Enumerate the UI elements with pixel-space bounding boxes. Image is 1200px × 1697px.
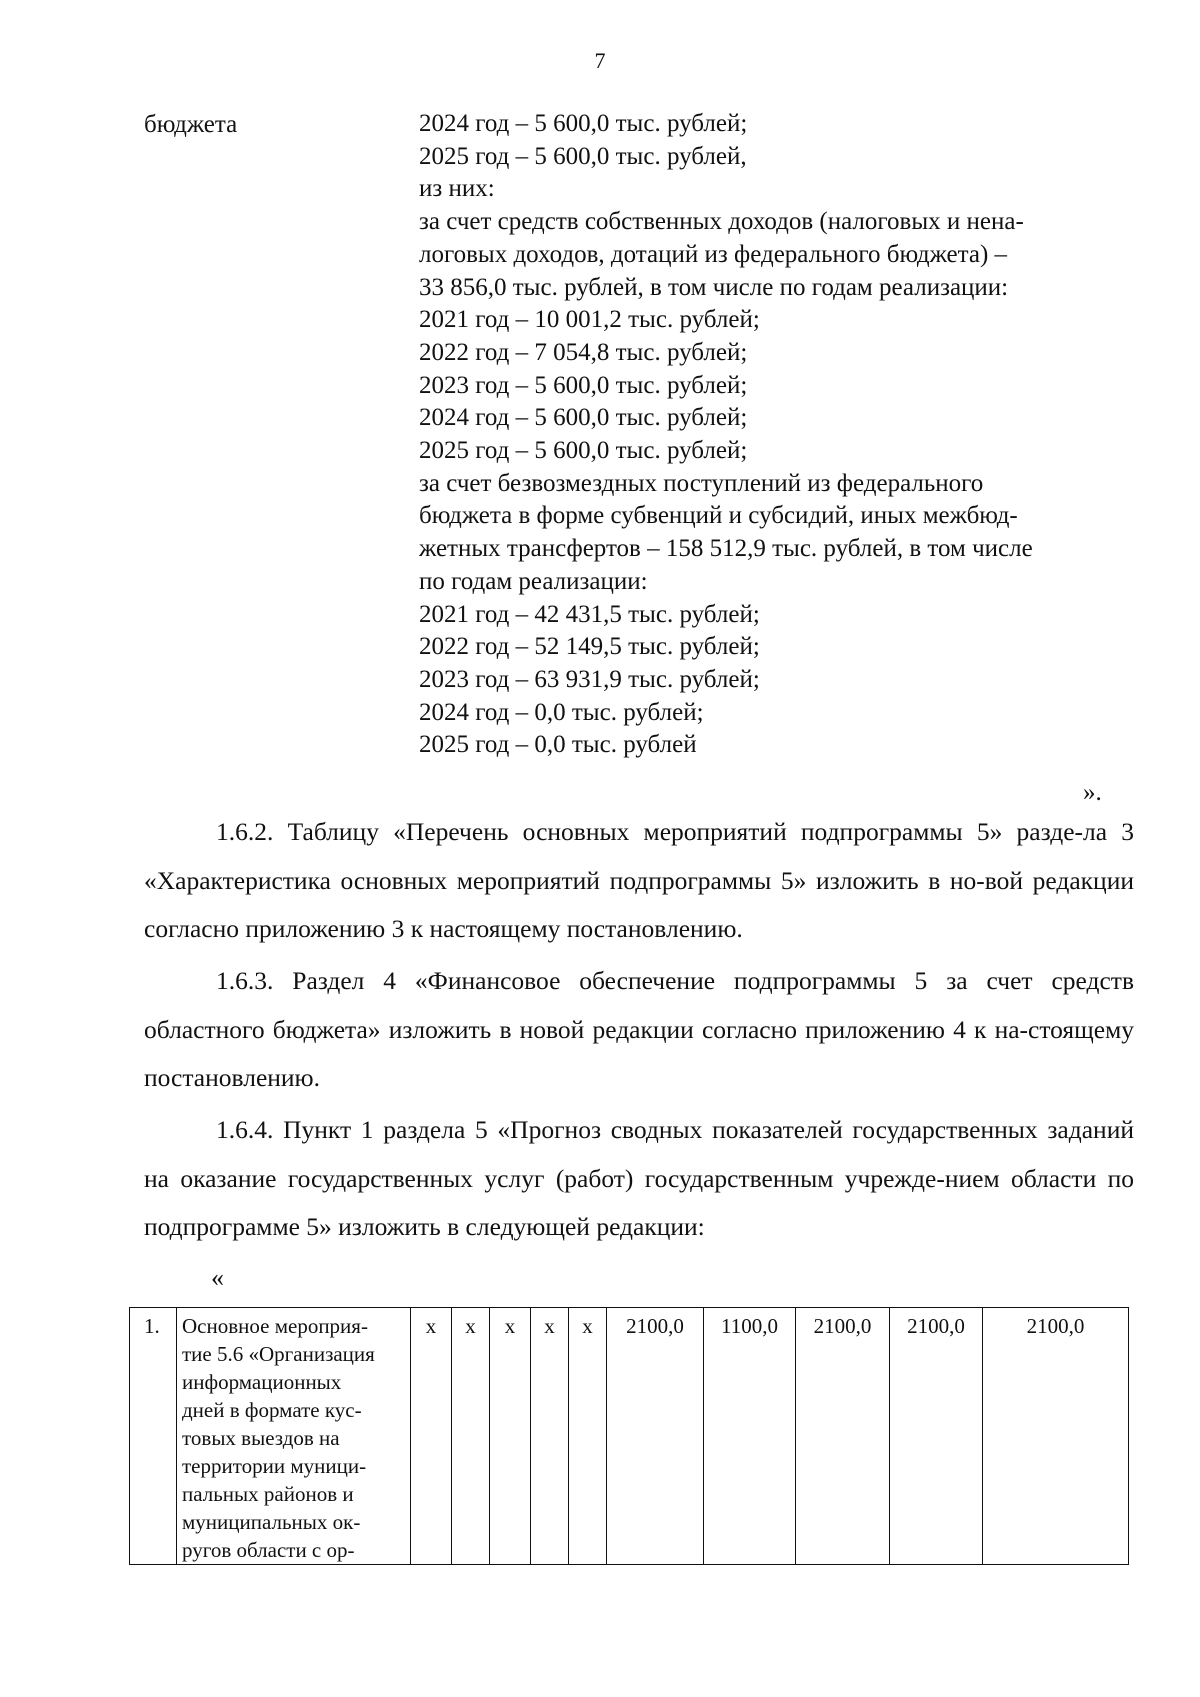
value-cell: 2100,0 [796,1308,890,1565]
funding-line: за счет безвозмездных поступлений из федерального [419,469,984,497]
description-cell [177,1308,411,1565]
funding-line: 2023 год – 5 600,0 тыс. рублей; [419,371,748,399]
x-cell: х [411,1308,452,1565]
funding-line: 2021 год – 42 431,5 тыс. рублей; [419,600,760,628]
description-line: товых выездов на [182,1426,340,1450]
value-cell: 2100,0 [890,1308,983,1565]
row-number-cell: 1. [130,1308,177,1565]
funding-line: 33 856,0 тыс. рублей, в том числе по годам реализации: [419,273,1009,301]
funding-line: 2022 год – 7 054,8 тыс. рублей; [419,338,748,366]
funding-block [419,108,1119,762]
x-cell: х [452,1308,490,1565]
description-line: Основное мероприя- [182,1314,368,1338]
x-cell: х [569,1308,607,1565]
paragraph-1-6-2: 1.6.2. Таблицу «Перечень основных мероприятий подпрограммы 5» разде-ла 3 «Характеристика основных мероприятий подпрограммы 5» изложить в но-вой редакции согласно приложению 3 к настоящему постановлению. [144,817,1134,943]
value-cell: 2100,0 [983,1308,1129,1565]
funding-line: за счет средств собственных доходов (налоговых и нена- [419,208,1024,236]
funding-line: жетных трансфертов – 158 512,9 тыс. рублей, в том числе [419,535,1033,563]
closing-quote: ». [1083,779,1102,806]
paragraphs [144,808,1134,1255]
funding-line: 2025 год – 5 600,0 тыс. рублей, [419,142,747,170]
funding-line: 2021 год – 10 001,2 тыс. рублей; [419,306,760,334]
opening-quote: « [211,1263,224,1292]
funding-line: из них: [419,175,495,203]
page-number: 7 [594,48,606,73]
description-line: территории муници- [182,1454,367,1478]
funding-line: 2022 год – 52 149,5 тыс. рублей; [419,633,760,661]
x-cell: х [531,1308,569,1565]
funding-line: 2025 год – 5 600,0 тыс. рублей; [419,437,748,465]
description-line: ругов области с ор- [182,1538,355,1562]
funding-line: логовых доходов, дотаций из федерального бюджета) – [419,240,1008,268]
description-line: тие 5.6 «Организация [182,1342,375,1366]
description-line: информационных [182,1370,342,1394]
indicators-table [129,1307,1129,1565]
description-line: дней в формате кус- [182,1398,362,1422]
funding-line: 2025 год – 0,0 тыс. рублей [419,731,697,759]
paragraph-1-6-3: 1.6.3. Раздел 4 «Финансовое обеспечение подпрограммы 5 за счет средств областного бюджета» изложить в новой редакции согласно приложению 4 к на-стоящему постановлению. [144,966,1134,1092]
value-cell: 1100,0 [704,1308,796,1565]
description-line: пальных районов и [182,1482,354,1506]
table-row [130,1308,1129,1565]
description-line: муниципальных ок- [182,1510,361,1534]
budget-label: бюджета [144,111,238,138]
x-cell: х [490,1308,531,1565]
funding-line: 2023 год – 63 931,9 тыс. рублей; [419,665,760,693]
funding-line: по годам реализации: [419,567,648,595]
funding-line: 2024 год – 0,0 тыс. рублей; [419,698,704,726]
value-cell: 2100,0 [607,1308,704,1565]
paragraph-1-6-4: 1.6.4. Пункт 1 раздела 5 «Прогноз сводных показателей государственных заданий на оказание государственных услуг (работ) государственным учрежде-нием области по подпрограмме 5» изложить в следующей редакции: [144,1115,1134,1241]
funding-line: бюджета в форме субвенций и субсидий, иных межбюд- [419,502,1018,530]
funding-line: 2024 год – 5 600,0 тыс. рублей; [419,110,748,137]
funding-line: 2024 год – 5 600,0 тыс. рублей; [419,404,748,432]
